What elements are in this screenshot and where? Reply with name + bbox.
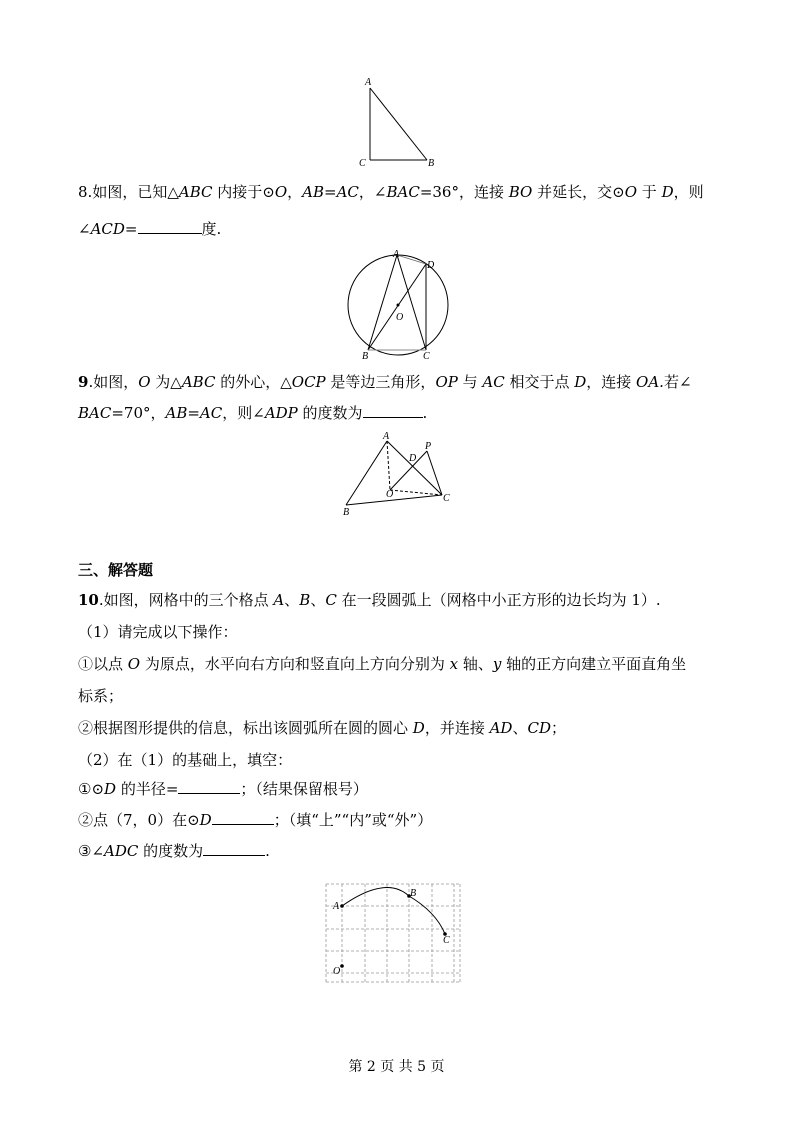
label-A: A	[365, 77, 372, 88]
q10-text: ；	[550, 719, 566, 737]
q9-var: ABC	[181, 373, 216, 391]
label-B: B	[428, 158, 435, 169]
label-C: C	[443, 935, 450, 946]
q8-var: BO	[508, 183, 533, 201]
label-O: O	[396, 312, 404, 323]
q10-var: B	[299, 591, 311, 609]
q10-number: 10	[78, 591, 99, 609]
q10-text: ②点（7，0）在⊙	[78, 811, 200, 829]
q8-number: 8	[78, 183, 88, 201]
q8-text: ∠	[78, 220, 91, 238]
q10-text: 、	[512, 719, 528, 737]
q9-var: BAC	[78, 404, 112, 422]
q8-var: AB=AC	[302, 183, 359, 201]
q10-text: ①以点	[78, 655, 128, 673]
q8-text: 于	[637, 183, 662, 201]
q10-var: D	[199, 811, 212, 829]
q10-text: 的半径=	[116, 780, 179, 798]
q8-var: D	[661, 183, 674, 201]
label-C: C	[359, 158, 366, 169]
q9-text: .如图，	[88, 373, 139, 391]
q10-var: A	[273, 591, 285, 609]
q10-var: y	[492, 655, 502, 673]
q10-text: ；（结果保留根号）	[240, 780, 368, 798]
q10-text: ①⊙	[78, 780, 105, 798]
q10-var: C	[325, 591, 337, 609]
q9-var: O	[138, 373, 151, 391]
q9-text: 的度数为	[297, 404, 363, 422]
q10-text: ，并连接	[424, 719, 490, 737]
label-A: A	[383, 431, 390, 442]
label-B: B	[410, 888, 417, 899]
q10-text: .	[265, 842, 270, 860]
q8-text: ，	[287, 183, 303, 201]
q9-text: 的外心，△	[215, 373, 292, 391]
q9-var: OCP	[291, 373, 326, 391]
q10-text: 的度数为	[138, 842, 204, 860]
grid-lines	[326, 884, 460, 982]
circular-arc-ABC	[342, 888, 445, 934]
q10-text: 轴、	[458, 655, 493, 673]
q8-text: .如图，已知△	[87, 183, 179, 201]
q8-var: ACD	[90, 220, 125, 238]
q8-text: 并延长，交⊙	[532, 183, 625, 201]
q10-text: .如图，网格中的三个格点	[98, 591, 274, 609]
q8-var: ABC	[178, 183, 213, 201]
q9-text: 若∠	[663, 373, 692, 391]
q9-text: .	[422, 404, 428, 422]
q10-var: AD	[489, 719, 513, 737]
label-O: O	[333, 966, 341, 977]
point-O	[340, 964, 344, 968]
page-footer: 第 2 页 共 5 页	[348, 1059, 445, 1075]
label-A: A	[393, 249, 400, 260]
q9-text: ，连接	[586, 373, 637, 391]
point-A	[340, 904, 344, 908]
q10-text: ②根据图形提供的信息，标出该圆弧所在圆的圆心	[78, 719, 413, 737]
q10-text: ；（填“上”“内”或“外”）	[273, 811, 433, 829]
q8-text: ，则	[673, 183, 704, 201]
q10-text: 在一段圆弧上（网格中小正方形的边长均为 1）.	[336, 591, 661, 609]
q9-text: 为△	[150, 373, 182, 391]
label-D: D	[409, 453, 417, 464]
q10-text: 、	[310, 591, 326, 609]
section-heading: 三、解答题	[78, 561, 154, 579]
q10-var: x	[449, 655, 459, 673]
q9-var: AB=AC	[165, 404, 223, 422]
q8-var: O	[624, 183, 638, 201]
label-C: C	[423, 351, 430, 362]
q9-var: OA.	[636, 373, 664, 391]
q10-text: 轴的正方向建立平面直角坐	[501, 655, 687, 673]
q9-text: ，则∠	[222, 404, 265, 422]
q8-var: O	[274, 183, 288, 201]
q10-text: 、	[284, 591, 300, 609]
q8-var: BAC	[386, 183, 420, 201]
q10-var: ADC	[104, 842, 139, 860]
q9-text: 是等边三角形，	[325, 373, 436, 391]
q9-var: AC	[482, 373, 505, 391]
q8-text: =36°，连接	[419, 183, 509, 201]
q9-var: D	[574, 373, 587, 391]
q10-var: D	[104, 780, 117, 798]
q10-var: D	[412, 719, 425, 737]
q10-part2: （2）在（1）的基础上，填空：	[78, 751, 293, 769]
label-D: D	[427, 260, 435, 271]
q8-text: 度.	[201, 220, 222, 238]
label-O: O	[386, 489, 394, 500]
q9-text: 相交于点	[504, 373, 575, 391]
label-P: P	[425, 441, 432, 452]
q8-text: 内接于⊙	[212, 183, 275, 201]
q8-text: ，∠	[358, 183, 387, 201]
q8-text: =	[124, 220, 138, 238]
q9-number: 9	[78, 373, 89, 391]
q10-text: ③∠	[78, 842, 105, 860]
label-B: B	[343, 507, 350, 518]
q9-text: 与	[457, 373, 483, 391]
q10-step1-line2: 标系；	[78, 687, 124, 705]
q9-text: =70°，	[111, 404, 166, 422]
q10-text: 为原点，水平向右方向和竖直向上方向分别为	[140, 655, 450, 673]
label-C: C	[443, 493, 450, 504]
q10-var: O	[127, 655, 141, 673]
q9-var: OP	[435, 373, 458, 391]
label-A: A	[333, 901, 340, 912]
q10-var: CD	[527, 719, 551, 737]
label-B: B	[362, 351, 369, 362]
q9-var: ADP	[264, 404, 298, 422]
q10-part1: （1）请完成以下操作：	[78, 623, 238, 641]
